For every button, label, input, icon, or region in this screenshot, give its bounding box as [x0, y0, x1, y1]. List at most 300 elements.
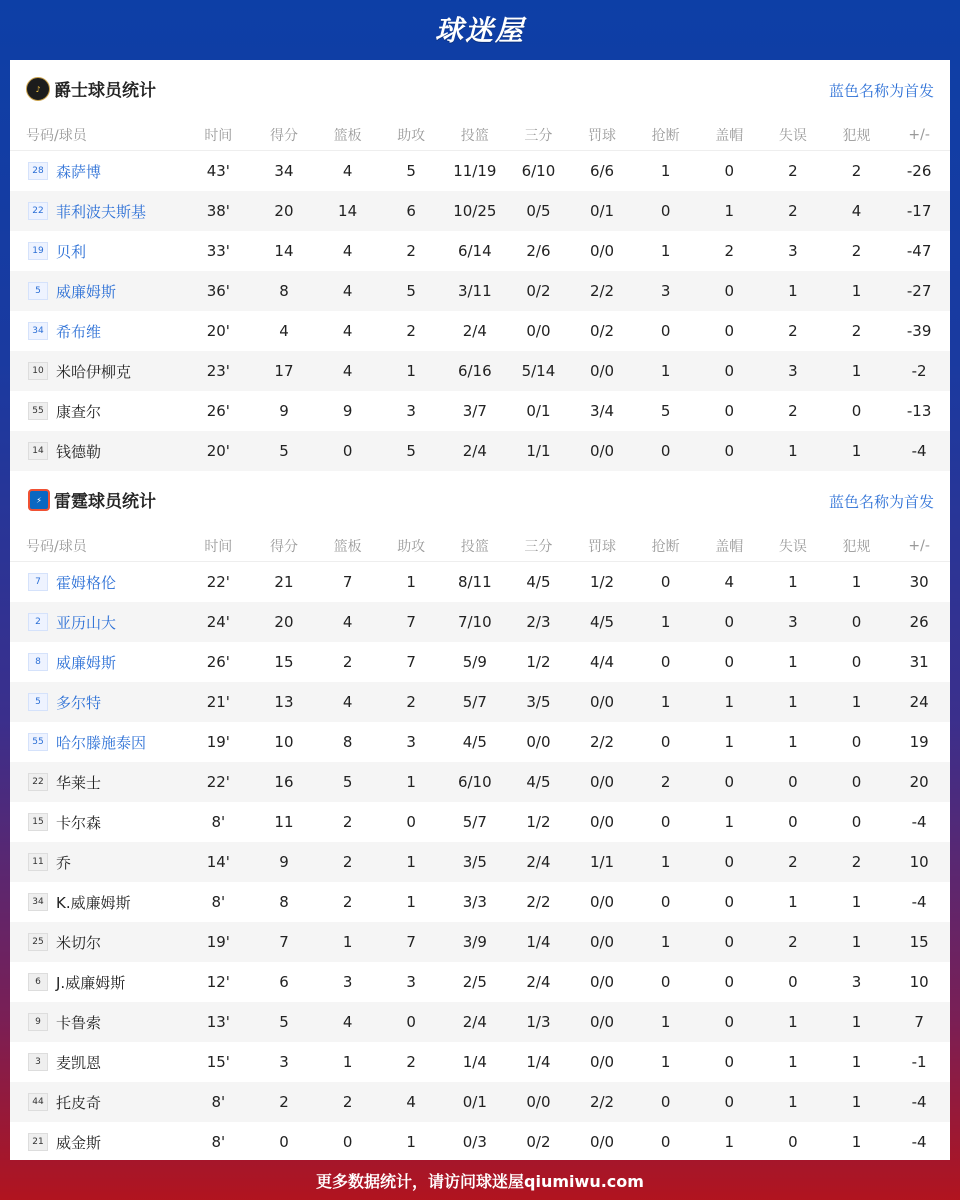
stat-cell: 0/0 [570, 922, 634, 962]
stat-cell: 12' [206, 973, 230, 991]
stat-cell: 20 [252, 602, 316, 642]
stat-cell: 1/2 [589, 573, 615, 591]
table-header-row [10, 120, 950, 151]
jersey-number-badge: 2 [28, 613, 48, 631]
column-header: 篮板 [316, 120, 380, 151]
stat-cell: 0 [761, 762, 825, 802]
stat-cell: 1 [761, 682, 825, 722]
jersey-number-badge: 5 [28, 693, 48, 711]
column-header: 犯规 [825, 120, 889, 151]
stat-cell: 15' [206, 1053, 230, 1071]
stat-cell: 2/2 [526, 893, 551, 911]
stat-cell: 3 [406, 733, 416, 751]
stat-cell: 7 [252, 922, 316, 962]
stat-cell: 26' [206, 402, 230, 420]
player-cell [10, 842, 184, 882]
stat-cell: 1 [761, 1082, 825, 1122]
stat-cell: 0 [379, 1002, 443, 1042]
stat-cell: 6/10 [443, 762, 507, 802]
column-header: 盖帽 [697, 120, 761, 151]
player-name: 亚历山大 [56, 613, 117, 632]
player-row [10, 762, 950, 802]
stat-cell: 1 [724, 733, 735, 751]
stat-cell: 4 [342, 322, 353, 340]
stat-cell: 36' [184, 271, 252, 311]
player-row [10, 962, 950, 1002]
player-row [10, 151, 950, 192]
player-cell [10, 431, 184, 471]
section-title: 雷霆球员统计 [54, 492, 156, 512]
player-row [10, 882, 950, 922]
stat-cell: 0/0 [589, 1133, 615, 1151]
stat-cell: 0 [724, 893, 735, 911]
column-header: 助攻 [379, 120, 443, 151]
stat-cell: 31 [909, 653, 929, 671]
stat-cell: 34 [274, 162, 294, 180]
stat-cell: 1 [660, 162, 671, 180]
jersey-number-badge: 3 [28, 1053, 48, 1071]
column-header: 抢断 [634, 120, 698, 151]
jersey-number-badge: 9 [28, 1013, 48, 1031]
stat-cell: 8/11 [457, 573, 492, 591]
player-cell [10, 602, 184, 642]
player-stats-table [10, 531, 950, 1162]
stat-cell: 1 [634, 922, 698, 962]
player-row [10, 1042, 950, 1082]
stat-cell: 0 [697, 431, 761, 471]
column-header: +/- [888, 120, 950, 151]
stat-cell: 2 [342, 893, 353, 911]
stat-cell: 3/7 [462, 402, 487, 420]
stat-cell: 6/16 [443, 351, 507, 391]
stat-cell: 20 [252, 191, 316, 231]
column-header: 得分 [252, 531, 316, 562]
stat-cell: 2/4 [507, 842, 571, 882]
stat-cell: 22' [184, 762, 252, 802]
stat-cell: 8 [279, 893, 289, 911]
stat-cell: 1/4 [462, 1053, 487, 1071]
jersey-number-badge: 22 [28, 773, 48, 791]
stat-cell: 1 [851, 573, 862, 591]
thunder-logo-icon: ⚡ [28, 489, 50, 511]
table-header-row [10, 531, 950, 562]
player-name: 多尔特 [56, 693, 102, 712]
stat-cell: 2/3 [507, 602, 571, 642]
stat-cell: 6/10 [521, 162, 556, 180]
stat-cell: 4/5 [462, 733, 487, 751]
stat-cell: 11/19 [453, 162, 497, 180]
player-name: 康查尔 [56, 402, 102, 421]
stat-cell: 19 [909, 733, 929, 751]
player-row [10, 562, 950, 603]
stat-cell: 1 [788, 733, 798, 751]
stat-cell: 0/0 [589, 242, 615, 260]
player-row [10, 642, 950, 682]
stat-cell: 1 [851, 1053, 862, 1071]
stat-cell: 2 [406, 242, 416, 260]
stat-cell: 1 [761, 1002, 825, 1042]
stat-cell: 1 [634, 1002, 698, 1042]
stat-cell: 0 [825, 762, 889, 802]
stat-cell: -39 [906, 322, 932, 340]
stat-cell: 0/0 [570, 762, 634, 802]
stat-cell: 4 [316, 682, 380, 722]
stat-cell: 0/3 [462, 1133, 487, 1151]
stat-cell: 1 [406, 893, 416, 911]
stat-cell: 16 [252, 762, 316, 802]
stat-cell: 1 [660, 1053, 671, 1071]
column-header: 时间 [184, 531, 252, 562]
stat-cell: 0/0 [526, 733, 551, 751]
stat-cell: 7 [406, 653, 416, 671]
stat-cell: 2/4 [526, 973, 551, 991]
stat-cell: 14 [274, 242, 294, 260]
stat-cell: 13 [252, 682, 316, 722]
player-row [10, 1082, 950, 1122]
stat-cell: 3 [761, 602, 825, 642]
player-cell [10, 1002, 184, 1042]
stat-cell: -4 [911, 1133, 927, 1151]
stat-cell: 2 [761, 842, 825, 882]
jersey-number-badge: 14 [28, 442, 48, 460]
stat-cell: 7 [379, 922, 443, 962]
stat-cell: 1 [825, 271, 889, 311]
stat-cell: 1/1 [570, 842, 634, 882]
stat-cell: 21 [274, 573, 294, 591]
column-header: 三分 [507, 120, 571, 151]
stat-cell: 4 [279, 322, 289, 340]
stat-cell: 3/3 [462, 893, 487, 911]
stat-cell: 0 [724, 653, 735, 671]
column-header: 篮板 [316, 531, 380, 562]
stat-cell: 1/1 [507, 431, 571, 471]
stat-cell: 8' [211, 813, 226, 831]
stat-cell: 1 [379, 762, 443, 802]
jersey-number-badge: 8 [28, 653, 48, 671]
player-row [10, 1122, 950, 1162]
stat-cell: 1 [761, 431, 825, 471]
stat-cell: 0/2 [589, 322, 615, 340]
stat-cell: 0 [697, 1002, 761, 1042]
stat-cell: 1 [851, 1133, 862, 1151]
stat-cell: 0/0 [570, 351, 634, 391]
player-name: 威廉姆斯 [56, 282, 117, 301]
stat-cell: 1 [724, 813, 735, 831]
stat-cell: 2 [788, 162, 798, 180]
jersey-number-badge: 34 [28, 322, 48, 340]
jersey-number-badge: 7 [28, 573, 48, 591]
stat-cell: 38' [184, 191, 252, 231]
stat-cell: 2 [851, 162, 862, 180]
stat-cell: 1/4 [526, 1053, 551, 1071]
stat-cell: 0 [406, 813, 416, 831]
stat-cell: 5 [252, 431, 316, 471]
stat-cell: 7 [379, 602, 443, 642]
stat-cell: 1 [825, 682, 889, 722]
stat-cell: 5 [379, 271, 443, 311]
stat-cell: -26 [906, 162, 932, 180]
stat-cell: 3 [761, 351, 825, 391]
player-row [10, 351, 950, 391]
player-cell [10, 191, 184, 231]
stat-cell: 0/0 [526, 322, 551, 340]
stat-cell: 0 [724, 322, 735, 340]
player-cell [10, 231, 184, 271]
stat-cell: 0 [279, 1133, 289, 1151]
stat-cell: 0 [724, 1053, 735, 1071]
stat-cell: 3/9 [443, 922, 507, 962]
stat-cell: 1 [788, 653, 798, 671]
stat-cell: 0 [825, 602, 889, 642]
column-header: 号码/球员 [10, 531, 184, 562]
stat-cell: 26' [206, 653, 230, 671]
stat-cell: 6/14 [457, 242, 492, 260]
stat-cell: 6 [379, 191, 443, 231]
stat-cell: -4 [911, 893, 927, 911]
player-cell [10, 882, 184, 922]
jersey-number-badge: 15 [28, 813, 48, 831]
stat-cell: 23' [184, 351, 252, 391]
stat-cell: -17 [888, 191, 950, 231]
column-header: 得分 [252, 120, 316, 151]
stat-cell: 0 [697, 271, 761, 311]
stat-cell: 0/0 [570, 431, 634, 471]
stat-cell: 0 [851, 653, 862, 671]
player-stats-table [10, 120, 950, 471]
column-header: 三分 [507, 531, 571, 562]
stat-cell: 1 [379, 842, 443, 882]
player-name: 米哈伊柳克 [56, 362, 132, 381]
stat-cell: 20 [888, 762, 950, 802]
player-name: 菲利波夫斯基 [56, 202, 147, 221]
stat-cell: 2/5 [462, 973, 487, 991]
stat-cell: 1 [825, 1002, 889, 1042]
stat-cell: 0 [724, 162, 735, 180]
teams-container [10, 60, 950, 1162]
player-cell [10, 922, 184, 962]
player-cell [10, 722, 184, 762]
stat-cell: 4 [342, 162, 353, 180]
section-header [10, 60, 950, 120]
stat-cell: 0 [788, 1133, 798, 1151]
stat-cell: 0 [697, 1082, 761, 1122]
stat-cell: 4 [316, 271, 380, 311]
stat-cell: -4 [911, 813, 927, 831]
stat-cell: 5 [379, 431, 443, 471]
stat-cell: 20' [184, 431, 252, 471]
stat-cell: 3/5 [443, 842, 507, 882]
stat-cell: 5/9 [462, 653, 487, 671]
stat-cell: 19' [206, 733, 230, 751]
player-row [10, 191, 950, 231]
jersey-number-badge: 25 [28, 933, 48, 951]
stat-cell: 4 [316, 1002, 380, 1042]
stat-cell: 0 [660, 813, 671, 831]
stat-cell: 0 [697, 842, 761, 882]
stat-cell: 0 [660, 1133, 671, 1151]
stat-cell: 4 [316, 602, 380, 642]
stat-cell: -27 [888, 271, 950, 311]
stat-cell: 2 [342, 813, 353, 831]
player-row [10, 311, 950, 351]
stat-cell: 1/2 [526, 653, 551, 671]
stat-cell: 20' [206, 322, 230, 340]
player-row [10, 922, 950, 962]
stat-cell: 2 [634, 762, 698, 802]
stat-cell: 2 [406, 1053, 416, 1071]
stat-cell: 0/0 [589, 1053, 615, 1071]
footer-banner: 更多数据统计，请访问球迷屋qiumiwu.com [316, 1171, 644, 1191]
stat-cell: 2 [342, 653, 353, 671]
stat-cell: 1 [634, 351, 698, 391]
stat-cell: -1 [911, 1053, 927, 1071]
stat-cell: 0/0 [589, 813, 615, 831]
stat-cell: 1 [316, 922, 380, 962]
stat-cell: 2 [851, 322, 862, 340]
stat-cell: 8 [252, 271, 316, 311]
stat-cell: 0/2 [507, 271, 571, 311]
stat-cell: 0 [697, 922, 761, 962]
stat-cell: 2 [761, 922, 825, 962]
stat-cell: 0/0 [570, 682, 634, 722]
stat-cell: 1 [788, 573, 798, 591]
stat-cell: 2/2 [589, 733, 615, 751]
stat-cell: 0 [697, 602, 761, 642]
stat-cell: 1 [379, 351, 443, 391]
stat-cell: 1 [825, 431, 889, 471]
player-cell [10, 762, 184, 802]
stat-cell: 8 [342, 733, 353, 751]
stat-cell: 0 [851, 402, 862, 420]
stat-cell: 2 [316, 1082, 380, 1122]
stat-cell: 1 [788, 893, 798, 911]
stat-cell: 2/4 [443, 1002, 507, 1042]
section-header [10, 471, 950, 531]
stat-cell: 0 [660, 893, 671, 911]
stat-cell: 43' [206, 162, 230, 180]
stats-card [10, 60, 950, 1160]
jersey-number-badge: 11 [28, 853, 48, 871]
stat-cell: 0 [316, 431, 380, 471]
player-row [10, 1002, 950, 1042]
stat-cell: 5/7 [462, 813, 487, 831]
stat-cell: 0 [788, 813, 798, 831]
stat-cell: 5 [252, 1002, 316, 1042]
player-row [10, 802, 950, 842]
stat-cell: 6 [279, 973, 289, 991]
player-row [10, 722, 950, 762]
column-header: 罚球 [570, 120, 634, 151]
column-header: 号码/球员 [10, 120, 184, 151]
stat-cell: 0/0 [570, 1002, 634, 1042]
column-header: 投篮 [443, 531, 507, 562]
player-cell [10, 682, 184, 722]
player-name: 贝利 [56, 242, 87, 261]
starter-legend-note: 蓝色名称为首发 [828, 82, 934, 100]
column-header: 失误 [761, 531, 825, 562]
stat-cell: 8' [184, 1082, 252, 1122]
stat-cell: 15 [274, 653, 294, 671]
stat-cell: 0 [634, 431, 698, 471]
stat-cell: 24 [888, 682, 950, 722]
stat-cell: 1/4 [507, 922, 571, 962]
stat-cell: 4 [724, 573, 735, 591]
stat-cell: 3 [851, 973, 862, 991]
stat-cell: 3 [342, 973, 353, 991]
stat-cell: 3 [406, 402, 416, 420]
stat-cell: 0/1 [570, 191, 634, 231]
stat-cell: 13' [184, 1002, 252, 1042]
stat-cell: 10 [888, 842, 950, 882]
stat-cell: 0/5 [507, 191, 571, 231]
player-name: 威金斯 [56, 1133, 102, 1152]
stat-cell: 0 [660, 733, 671, 751]
jersey-number-badge: 6 [28, 973, 48, 991]
team-section [10, 60, 950, 471]
stat-cell: 3 [788, 242, 798, 260]
column-header: +/- [888, 531, 950, 562]
stat-cell: 30 [909, 573, 929, 591]
starter-legend-note: 蓝色名称为首发 [828, 493, 934, 511]
stat-cell: 0 [851, 813, 862, 831]
column-header: 盖帽 [697, 531, 761, 562]
stat-cell: 2/4 [462, 322, 487, 340]
player-cell [10, 1122, 184, 1162]
player-row [10, 842, 950, 882]
stat-cell: 0/1 [443, 1082, 507, 1122]
stat-cell: 4/5 [570, 602, 634, 642]
column-header: 助攻 [379, 531, 443, 562]
stat-cell: 0/1 [526, 402, 551, 420]
jersey-number-badge: 34 [28, 893, 48, 911]
stat-cell: 22' [206, 573, 230, 591]
stat-cell: 0 [697, 762, 761, 802]
stat-cell: 2 [851, 242, 862, 260]
stat-cell: -47 [906, 242, 932, 260]
player-cell [10, 1082, 184, 1122]
stat-cell: 3 [406, 973, 416, 991]
section-title: 爵士球员统计 [54, 81, 156, 101]
player-name: 米切尔 [56, 933, 102, 952]
stat-cell: 0 [660, 322, 671, 340]
player-row [10, 431, 950, 471]
stat-cell: 4/5 [507, 762, 571, 802]
stat-cell: 8' [211, 1133, 226, 1151]
stat-cell: 2 [825, 842, 889, 882]
stat-cell: 4/4 [589, 653, 615, 671]
stat-cell: 7 [888, 1002, 950, 1042]
player-cell [10, 351, 184, 391]
player-row [10, 271, 950, 311]
stat-cell: 10/25 [443, 191, 507, 231]
jersey-number-badge: 28 [28, 162, 48, 180]
stat-cell: 2/2 [570, 271, 634, 311]
stat-cell: 0/0 [507, 1082, 571, 1122]
stat-cell: 4 [316, 351, 380, 391]
stat-cell: 11 [274, 813, 294, 831]
stat-cell: 1 [406, 1133, 416, 1151]
stat-cell: 1 [825, 922, 889, 962]
stat-cell: 2/2 [570, 1082, 634, 1122]
player-name: 霍姆格伦 [56, 573, 117, 592]
stat-cell: 0 [660, 573, 671, 591]
player-cell [10, 151, 184, 192]
stat-cell: 0 [851, 733, 862, 751]
jersey-number-badge: 19 [28, 242, 48, 260]
stat-cell: 0 [634, 1082, 698, 1122]
stat-cell: -4 [888, 431, 950, 471]
player-name: 森萨博 [56, 162, 102, 181]
